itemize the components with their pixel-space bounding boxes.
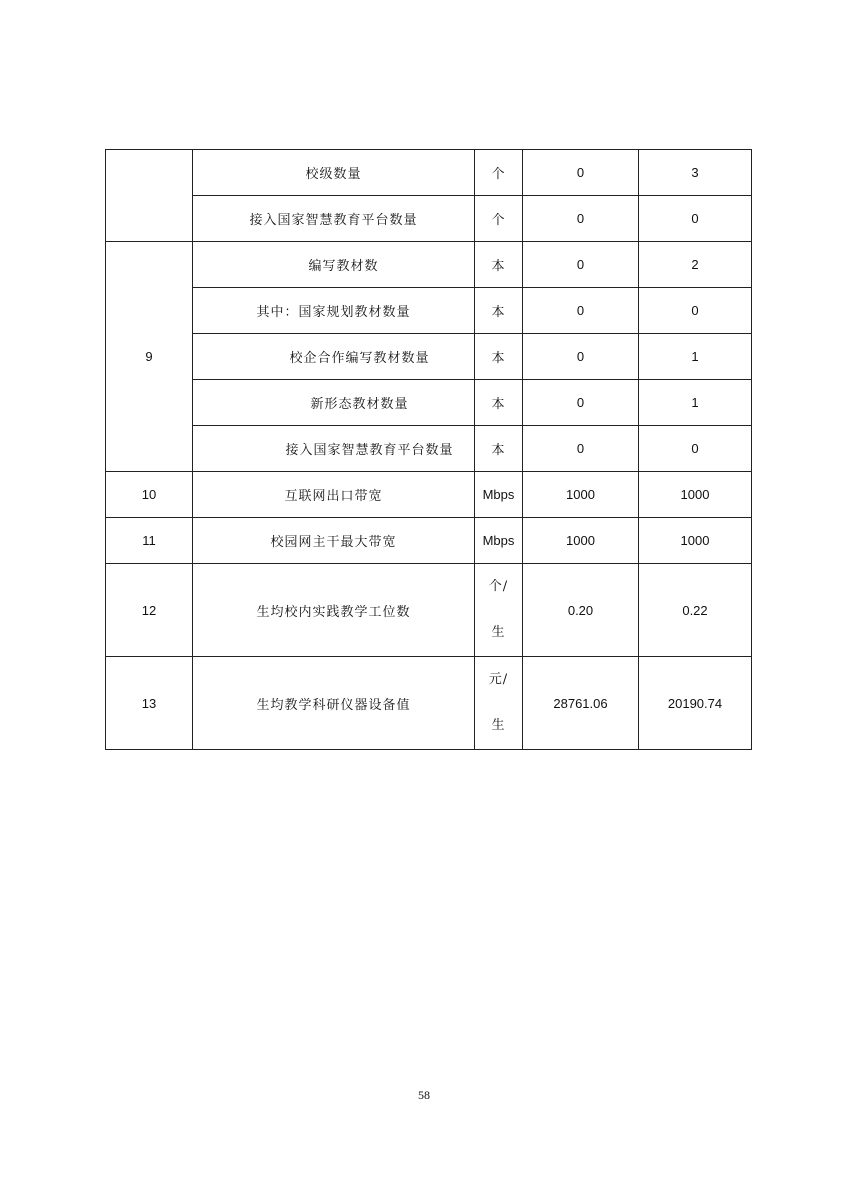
prev-value-cell: 1000 [523,518,639,564]
table-row [106,657,752,750]
unit-cell [475,564,523,657]
curr-value-cell: 0 [639,288,752,334]
prev-value-cell: 0 [523,150,639,196]
unit-cell: 本 [475,288,523,334]
curr-value-cell: 0 [639,196,752,242]
item-cell: 其中：国家规划教材数量 [193,288,475,334]
unit-line: 生 [491,718,506,733]
item-cell: 校企合作编写教材数量 [193,334,475,380]
prev-value-cell: 0 [523,288,639,334]
table-row [106,518,752,564]
unit-cell: Mbps [475,472,523,518]
curr-value-cell: 1000 [639,472,752,518]
page-number: 58 [418,1088,430,1102]
prev-value-cell: 0 [523,242,639,288]
item-cell: 生均校内实践教学工位数 [193,564,475,657]
item-cell: 新形态教材数量 [193,380,475,426]
curr-value-cell: 20190.74 [639,657,752,750]
table-row [106,288,752,334]
item-cell: 校级数量 [193,150,475,196]
prev-value-cell: 0.20 [523,564,639,657]
prev-value-cell: 0 [523,196,639,242]
item-cell: 编写教材数 [193,242,475,288]
table-row [106,426,752,472]
table-row [106,150,752,196]
row-number-cell: 12 [106,564,193,657]
row-number-cell: 10 [106,472,193,518]
prev-value-cell: 28761.06 [523,657,639,750]
curr-value-cell: 2 [639,242,752,288]
data-table [105,149,752,750]
row-number-cell [106,150,193,242]
unit-cell: 本 [475,426,523,472]
item-cell: 接入国家智慧教育平台数量 [193,196,475,242]
row-number-cell: 11 [106,518,193,564]
table-row [106,564,752,657]
unit-cell: 本 [475,242,523,288]
curr-value-cell: 1 [639,334,752,380]
unit-cell: 个 [475,196,523,242]
unit-line: 元/ [488,672,509,687]
item-cell: 互联网出口带宽 [193,472,475,518]
table-row [106,380,752,426]
unit-line: 个/ [488,579,509,594]
prev-value-cell: 1000 [523,472,639,518]
prev-value-cell: 0 [523,426,639,472]
table-row [106,472,752,518]
unit-cell: Mbps [475,518,523,564]
item-cell: 生均教学科研仪器设备值 [193,657,475,750]
unit-cell [475,657,523,750]
curr-value-cell: 3 [639,150,752,196]
curr-value-cell: 1 [639,380,752,426]
table-row [106,196,752,242]
item-cell: 校园网主干最大带宽 [193,518,475,564]
item-cell: 接入国家智慧教育平台数量 [193,426,475,472]
curr-value-cell: 1000 [639,518,752,564]
table-row [106,242,752,288]
row-number-cell: 9 [106,242,193,472]
unit-cell: 个 [475,150,523,196]
prev-value-cell: 0 [523,380,639,426]
unit-line: 生 [491,625,506,640]
unit-cell: 本 [475,380,523,426]
curr-value-cell: 0.22 [639,564,752,657]
unit-cell: 本 [475,334,523,380]
row-number-cell: 13 [106,657,193,750]
curr-value-cell: 0 [639,426,752,472]
prev-value-cell: 0 [523,334,639,380]
table-row [106,334,752,380]
